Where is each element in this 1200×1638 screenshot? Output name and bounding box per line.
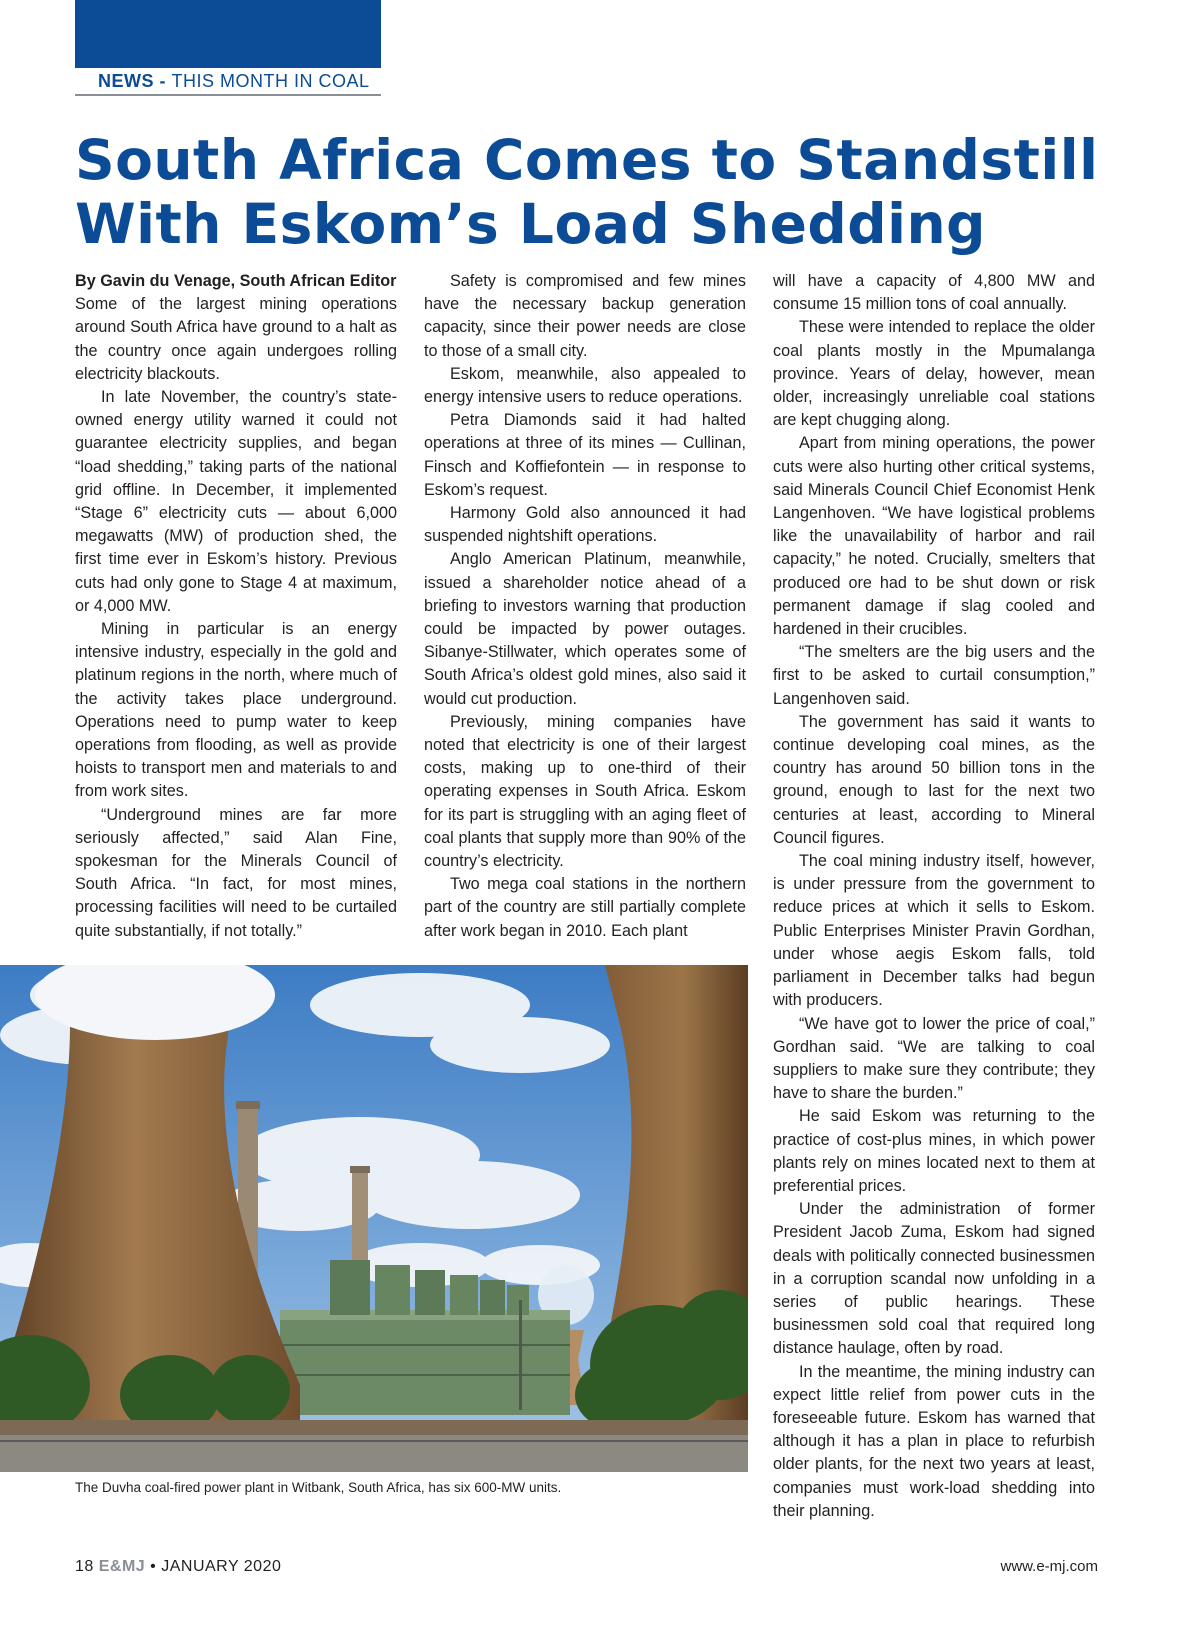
paragraph: In late November, the country’s state-owned energy utility warned it could not guarantee electricity supplies, and began “load shedding,” taking parts of the national grid offline. In December, it implemented “Stage 6” electricity cuts — about 6,000 megawatts (MW) of production shed, the first time ever in Eskom’s history. Previous cuts had only gone to Stage 4 at maximum, or 4,000 MW. xyxy=(75,388,397,615)
paragraph: Some of the largest mining operations around South Africa have ground to a halt as the country once again undergoes rolling electricity blackouts. xyxy=(75,295,397,383)
section-label-subtitle: THIS MONTH IN COAL xyxy=(171,71,370,91)
paragraph: In the meantime, the mining industry can expect little relief from power cuts in the foreseeable future. Eskom has warned that although it has a plan in place to refurbish older plants, for the next two years at least, companies must work-load shedding into their planning. xyxy=(773,1362,1095,1520)
article-title: South Africa Comes to Standstill With Eskom’s Load Shedding xyxy=(75,128,1099,256)
paragraph: will have a capacity of 4,800 MW and consume 15 million tons of coal annually. xyxy=(773,272,1095,314)
paragraph: Harmony Gold also announced it had suspended nightshift operations. xyxy=(424,504,746,546)
section-label-separator: - xyxy=(154,71,172,91)
paragraph: The government has said it wants to continue developing coal mines, as the country has around 50 billion tons in the ground, enough to last for the next two centuries at least, according to Mineral Council figures. xyxy=(773,712,1095,847)
paragraph: Anglo American Platinum, meanwhile, issued a shareholder notice ahead of a briefing to investors warning that production could be impacted by power outages. Sibanye-Stillwater, which operates some of South Africa’s oldest gold mines, also said it would cut production. xyxy=(424,550,746,708)
page-number: 18 xyxy=(75,1558,94,1575)
paragraph: “We have got to lower the price of coal,” Gordhan said. “We are talking to coal suppliers to make sure they contribute; they have to share the burden.” xyxy=(773,1014,1095,1103)
issue-date: JANUARY 2020 xyxy=(161,1558,282,1575)
paragraph: Previously, mining companies have noted that electricity is one of their largest costs, making up to one-third of their operating expenses in South Africa. Eskom for its part is struggling with an aging fleet of coal plants that supply more than 90% of the country’s electricity. xyxy=(424,712,746,871)
paragraph: He said Eskom was returning to the practice of cost-plus mines, in which power plants rely on mines located next to them at preferential prices. xyxy=(773,1107,1095,1195)
footer-bullet: • xyxy=(150,1558,157,1575)
paragraph: Eskom, meanwhile, also appealed to energy intensive users to reduce operations. xyxy=(424,364,746,407)
photo-caption: The Duvha coal-fired power plant in Witbank, South Africa, has six 600-MW units. xyxy=(75,1480,562,1495)
article-column-2 xyxy=(424,270,746,943)
section-label-news: NEWS xyxy=(98,71,154,91)
paragraph: Two mega coal stations in the northern part of the country are still partially complete after work began in 2010. Each plant xyxy=(424,875,746,940)
section-label xyxy=(75,70,381,96)
paragraph: “The smelters are the big users and the first to be asked to curtail consumption,” Langenhoven said. xyxy=(773,643,1095,708)
byline: By Gavin du Venage, South African Editor xyxy=(75,272,397,290)
footer-url[interactable]: www.e-mj.com xyxy=(1000,1558,1098,1575)
paragraph: Under the administration of former President Jacob Zuma, Eskom had signed deals with politically connected businessmen in a corruption scandal now unfolding in a series of public hearings. These businessmen sold coal that required long distance haulage, often by road. xyxy=(773,1200,1095,1358)
paragraph: Safety is compromised and few mines have the necessary backup generation capacity, since their power needs are close to those of a small city. xyxy=(424,272,746,360)
power-plant-photo xyxy=(0,965,748,1472)
header-color-bar xyxy=(75,0,381,68)
footer-issue xyxy=(75,1558,281,1576)
paragraph: Mining in particular is an energy intensive industry, especially in the gold and platinum regions in the north, where much of the activity takes place underground. Operations need to pump water to keep operations from flooding, as well as provide hoists to transport men and materials to and from work sites. xyxy=(75,620,397,801)
article-column-3 xyxy=(773,270,1095,1523)
paragraph: “Underground mines are far more seriously affected,” said Alan Fine, spokesman for the Minerals Council of South Africa. “In fact, for most mines, processing facilities will need to be curtailed quite substantially, if not totally.” xyxy=(75,805,397,940)
paragraph: The coal mining industry itself, however, is under pressure from the government to reduce prices at which it sells to Eskom. Public Enterprises Minister Pravin Gordhan, under whose aegis Eskom falls, told parliament in December talks had begun with producers. xyxy=(773,852,1095,1010)
paragraph: These were intended to replace the older coal plants mostly in the Mpumalanga province. Years of delay, however, mean older, increasingly unreliable coal stations are kept chugging along. xyxy=(773,318,1095,430)
paragraph: Petra Diamonds said it had halted operations at three of its mines — Cullinan, Finsch and Koffiefontein — in response to Eskom’s request. xyxy=(424,411,746,499)
magazine-brand: E&MJ xyxy=(98,1558,146,1575)
article-column-1 xyxy=(75,270,397,943)
paragraph: Apart from mining operations, the power cuts were also hurting other critical systems, said Minerals Council Chief Economist Henk Langenhoven. “We have logistical problems like the unavailability of harbor and rail capacity,” he noted. Crucially, smelters that produced ore had to be shut down or risk permanent damage if slag cooled and hardened in their crucibles. xyxy=(773,434,1095,639)
